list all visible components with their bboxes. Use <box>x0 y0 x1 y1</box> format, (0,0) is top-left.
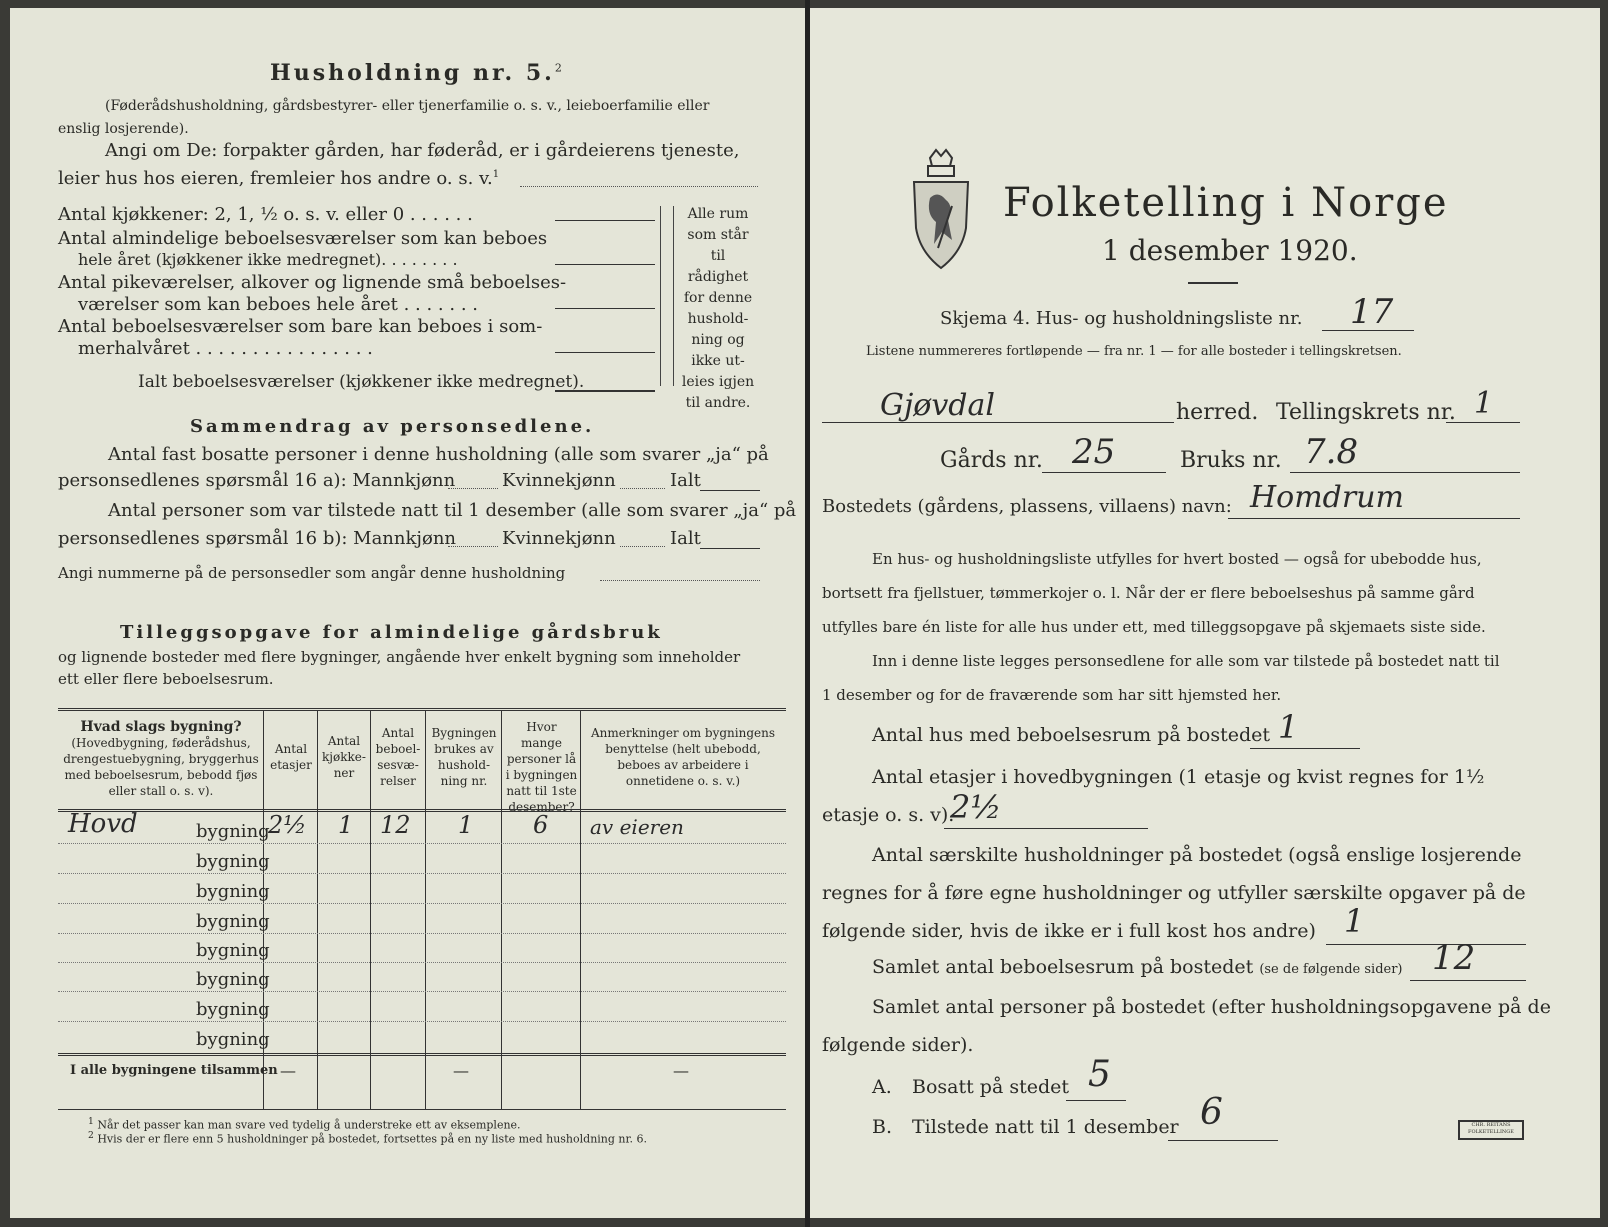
header-etasjer: Antal etasjer <box>270 742 312 772</box>
krets-line <box>1446 422 1520 423</box>
herred-line <box>822 422 1174 423</box>
instr-3: utfylles bare én liste for alle hus under ett, med tilleggsopgave på skjemaets siste side. <box>822 618 1486 636</box>
rooms-maids-1: Antal pikeværelser, alkover og lignende små beboelses- <box>58 272 567 293</box>
rooms-summer-1: Antal beboelsesværelser som bare kan beboes i som- <box>58 316 543 337</box>
rooms-kitchens: Antal kjøkkener: 2, 1, ½ o. s. v. eller 0 . . . . . . <box>58 204 473 225</box>
rooms-maids-2: værelser som kan beboes hele året . . . . . . . <box>78 294 478 315</box>
ordinary-answer <box>555 264 655 265</box>
row-label-1: bygning <box>196 821 270 842</box>
b-value: 6 <box>1200 1092 1223 1133</box>
resident-female-answer <box>620 488 665 489</box>
summary-resident-male: personsedlenes spørsmål 16 a): Mannkjønn <box>58 470 456 491</box>
household-subtitle-2: enslig losjerende). <box>58 121 189 137</box>
q-rum-line <box>1410 980 1526 981</box>
row-label-5: bygning <box>196 940 270 961</box>
buildings-table <box>58 708 786 1110</box>
b-line <box>1168 1140 1278 1141</box>
bruks-line <box>1290 472 1520 473</box>
tillegg-line-1: og lignende bosteder med flere bygninger, angående hver enkelt bygning som inneholder <box>58 648 741 666</box>
coat-of-arms-icon <box>908 148 974 272</box>
summary-present-1: Antal personer som var tilstede natt til 1 desember (alle som svarer „ja“ på <box>108 500 797 521</box>
q-etasjer-line <box>944 828 1148 829</box>
row1-personer: 6 <box>533 811 549 839</box>
a-label: A. <box>872 1076 892 1098</box>
header-bygning: Hvad slags bygning? (Hovedbygning, føderådshus, drengestuebygning, bryggerhus med beboelsesrum, bebodd fjøs eller stall o. s. v). <box>63 719 259 798</box>
footnote-2: $^2$ Hvis der er flere enn 5 husholdninger på bostedet, fortsettes på en ny liste med husholdning nr. 6. <box>88 1130 648 1146</box>
kitchens-answer <box>555 220 655 221</box>
herred-value: Gjøvdal <box>880 388 995 423</box>
skjema-label: Skjema 4. Hus- og husholdningsliste nr. <box>940 308 1303 329</box>
instr-5: 1 desember og for de fraværende som har sitt hjemsted her. <box>822 686 1282 704</box>
row-label-8: bygning <box>196 1029 270 1050</box>
q-etasjer-2: etasje o. s. v). <box>822 804 955 826</box>
q-rum-value: 12 <box>1432 938 1476 978</box>
row-label-3: bygning <box>196 881 270 902</box>
tillegg-title: Tilleggsopgave for almindelige gårdsbruk <box>120 622 663 643</box>
row1-anm: av eieren <box>590 815 684 839</box>
summary-resident-female: Kvinnekjønn <box>502 470 616 491</box>
header-brukes: Bygningen brukes av hushold-ning nr. <box>431 726 497 788</box>
row1-etasjer: 2½ <box>268 811 307 839</box>
summary-present-total: Ialt <box>670 528 701 549</box>
summary-resident-1: Antal fast bosatte personer i denne husholdning (alle som svarer „ja“ på <box>108 444 769 465</box>
resident-male-answer <box>448 488 498 489</box>
bosted-line <box>1228 518 1520 519</box>
household-subtitle-1: (Føderådshusholdning, gårdsbestyrer- eller tjenerfamilie o. s. v., leieboerfamilie eller <box>105 98 710 114</box>
row1-hushold: 1 <box>458 811 474 839</box>
q-rum-label: Samlet antal beboelsesrum på bostedet (se de følgende sider) <box>872 956 1403 978</box>
brace-divider <box>660 206 674 386</box>
total-anm-dash: — <box>673 1061 689 1080</box>
main-title: Folketelling i Norge <box>1003 180 1449 226</box>
row-label-7: bygning <box>196 999 270 1020</box>
left-page <box>10 8 805 1218</box>
angi-nummerne: Angi nummerne på de personsedler som angår denne husholdning <box>58 564 566 582</box>
row-label-4: bygning <box>196 911 270 932</box>
q-pers-1: Samlet antal personer på bostedet (efter husholdningsopgavene på de <box>872 996 1551 1018</box>
total-etasjer-dash: — <box>280 1061 296 1080</box>
instr-2: bortsett fra fjellstuer, tømmerkojer o. l. Når der er flere beboelseshus på samme gård <box>822 584 1475 602</box>
rooms-summer-2: merhalvåret . . . . . . . . . . . . . . . . <box>78 338 373 359</box>
krets-label: Tellingskrets nr. <box>1276 400 1456 425</box>
angi-answer-line <box>520 186 758 187</box>
q-hus-line <box>1250 748 1360 749</box>
maids-answer <box>555 308 655 309</box>
gards-line <box>1042 472 1166 473</box>
q-hus-label: Antal hus med beboelsesrum på bostedet <box>872 724 1271 746</box>
bosted-value: Homdrum <box>1250 480 1404 515</box>
q-etasjer-1: Antal etasjer i hovedbygningen (1 etasje og kvist regnes for 1½ <box>872 766 1485 788</box>
header-anmerkninger: Anmerkninger om bygningens benyttelse (helt ubebodd, beboes av arbeidere i onnetidene o. s. v.) <box>590 726 776 788</box>
main-date: 1 desember 1920. <box>1102 234 1358 267</box>
summer-answer <box>555 352 655 353</box>
printer-stamp: CHR. REITANS FOLKETELLINGE <box>1458 1120 1524 1140</box>
present-male-answer <box>448 546 498 547</box>
ialt-rooms-label: Ialt beboelsesværelser (kjøkkener ikke medregnet). <box>138 372 585 392</box>
q-hush-line <box>1326 944 1526 945</box>
rooms-ordinary-1: Antal almindelige beboelsesværelser som kan beboes <box>58 228 548 249</box>
present-female-answer <box>620 546 665 547</box>
row1-vaerelser: 12 <box>380 811 411 839</box>
skjema-nr-value: 17 <box>1350 292 1394 332</box>
right-page <box>810 8 1600 1218</box>
herred-label: herred. <box>1176 400 1259 425</box>
header-vaerelser: Antal beboel-sesvæ-relser <box>375 726 421 788</box>
row1-name: Hovd <box>68 809 138 839</box>
angi-line-2: leier hus hos eieren, fremleier hos andre o. s. v.$^1$ <box>58 168 500 189</box>
rooms-ordinary-2: hele året (kjøkkener ikke medregnet). . . . . . . . <box>78 250 458 269</box>
instr-4: Inn i denne liste legges personsedlene for alle som var tilstede på bostedet natt til <box>872 652 1500 670</box>
household-title: Husholdning nr. 5.$^2$ <box>270 60 562 86</box>
a-value: 5 <box>1088 1054 1111 1095</box>
q-pers-2: følgende sider). <box>822 1034 974 1056</box>
summary-title: Sammendrag av personsedlene. <box>190 416 595 437</box>
angi-line-1: Angi om De: forpakter gården, har føderåd, er i gårdeierens tjeneste, <box>105 140 740 161</box>
q-hush-value: 1 <box>1344 902 1365 940</box>
q-hush-1: Antal særskilte husholdninger på bostedet (også enslige losjerende <box>872 844 1522 866</box>
header-personer: Hvor mange personer lå i bygningen natt til 1ste desember? <box>505 720 578 814</box>
total-hushold-dash: — <box>453 1061 469 1080</box>
brace-note: Alle rum som står til rådighet for denne hushold- ning og ikke ut- leies igjen til andre. <box>681 206 755 411</box>
b-text: Tilstede natt til 1 desember <box>912 1116 1179 1138</box>
date-rule <box>1188 282 1238 284</box>
present-total-answer <box>700 548 760 549</box>
gards-value: 25 <box>1072 432 1116 472</box>
q-hush-3: følgende sider, hvis de ikke er i full kost hos andre) <box>822 920 1316 942</box>
q-hus-value: 1 <box>1278 708 1299 746</box>
total-label: I alle bygningene tilsammen <box>70 1063 278 1078</box>
row-label-6: bygning <box>196 969 270 990</box>
header-kjokkener: Antal kjøkke-ner <box>322 734 366 780</box>
summary-present-male: personsedlenes spørsmål 16 b): Mannkjønn <box>58 528 457 549</box>
ialt-rooms-answer <box>555 390 655 392</box>
gards-label: Gårds nr. <box>940 448 1043 473</box>
bosted-label: Bostedets (gårdens, plassens, villaens) navn: <box>822 496 1232 517</box>
bruks-label: Bruks nr. <box>1180 448 1282 473</box>
krets-value: 1 <box>1474 386 1494 421</box>
q-etasjer-value: 2½ <box>950 788 1002 826</box>
instr-1: En hus- og husholdningsliste utfylles for hvert bosted — også for ubebodde hus, <box>872 550 1482 568</box>
a-line <box>1066 1100 1126 1101</box>
bruks-value: 7.8 <box>1304 432 1359 472</box>
summary-present-female: Kvinnekjønn <box>502 528 616 549</box>
summary-resident-total: Ialt <box>670 470 701 491</box>
b-label: B. <box>872 1116 893 1138</box>
nummerne-answer <box>600 580 760 581</box>
resident-total-answer <box>700 490 760 491</box>
tillegg-line-2: ett eller flere beboelsesrum. <box>58 670 274 688</box>
row-label-2: bygning <box>196 851 270 872</box>
q-hush-2: regnes for å føre egne husholdninger og utfyller særskilte opgaver på de <box>822 882 1526 904</box>
footnote-1: $^1$ Når det passer kan man svare ved tydelig å understreke ett av eksemplene. <box>88 1116 521 1132</box>
a-text: Bosatt på stedet <box>912 1076 1069 1098</box>
listene-note: Listene nummereres fortløpende — fra nr. 1 — for alle bosteder i tellingskretsen. <box>866 344 1402 359</box>
row1-kjokkener: 1 <box>338 811 354 839</box>
